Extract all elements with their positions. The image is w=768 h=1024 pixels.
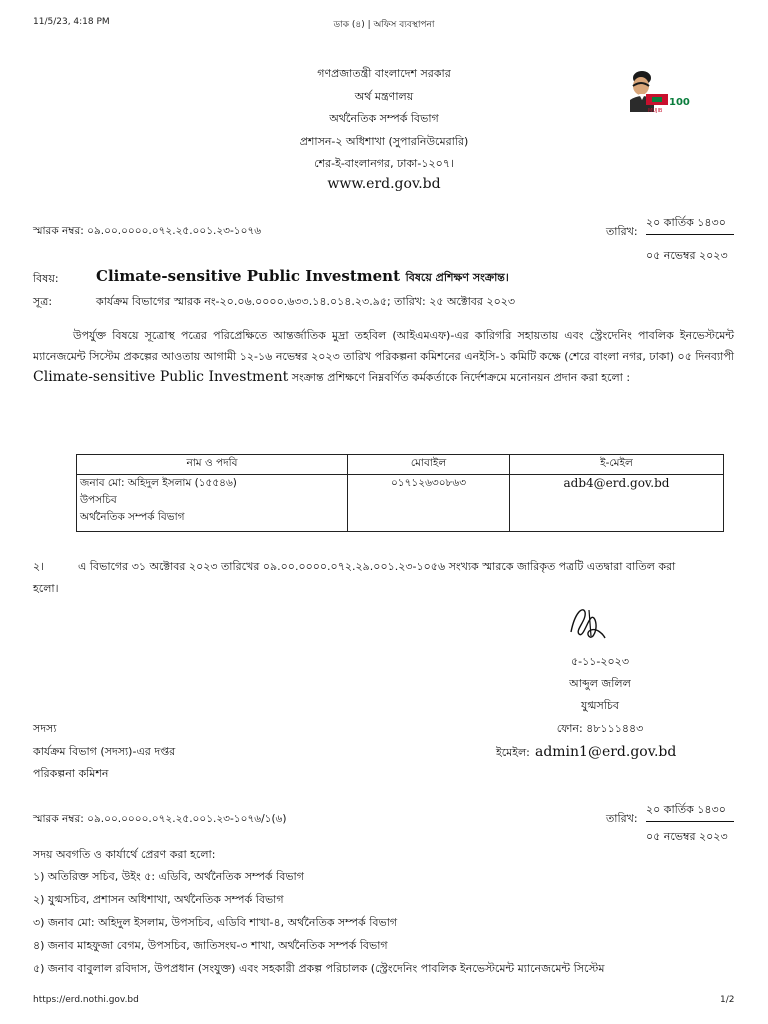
memo2-ref: স্মারক নম্বর: ০৯.০০.০০০০.০৭২.২৫.০০১.২৩-১০৭৬/১(৬) bbox=[33, 813, 287, 825]
letterhead-wing: প্রশাসন-২ অধিশাখা (সুপারনিউমেরারি) bbox=[299, 135, 469, 148]
nominee-name: জনাব মো: অহিদুল ইসলাম (১৫৫৪৬) bbox=[80, 477, 237, 489]
copy-list-item: ৩) জনাব মো: অহিদুল ইসলাম, উপসচিব, এডিবি শাখা-৪, অর্থনৈতিক সম্পর্ক বিভাগ bbox=[33, 916, 398, 929]
cell-mobile: ০১৭১২৬৩০৮৬৩ bbox=[348, 475, 510, 532]
para2-number: ২। bbox=[33, 560, 45, 573]
header-name: নাম ও পদবি bbox=[77, 455, 348, 475]
signatory-designation: যুগ্মসচিব bbox=[581, 699, 619, 712]
cell-name bbox=[77, 475, 348, 532]
mujib-100-logo bbox=[622, 64, 690, 114]
para2-line2: হলো। bbox=[33, 582, 59, 595]
letterhead-government: গণপ্রজাতন্ত্রী বাংলাদেশ সরকার bbox=[317, 67, 451, 80]
memo-date bbox=[646, 214, 734, 266]
memo2-date-english: ০৫ নভেম্বর ২০২৩ bbox=[646, 830, 728, 843]
memo2-date-label: তারিখ: bbox=[606, 812, 638, 825]
table-row bbox=[77, 475, 724, 532]
print-datetime: 11/5/23, 4:18 PM bbox=[33, 17, 110, 27]
signature-date: ৫-১১-২০২৩ bbox=[571, 655, 629, 668]
memo2-date-bangla: ২০ কার্তিক ১৪৩০ bbox=[646, 801, 734, 822]
recipient-organization: পরিকল্পনা কমিশন bbox=[33, 767, 109, 780]
letterhead-address: শের-ই-বাংলানগর, ঢাকা-১২০৭। bbox=[314, 157, 454, 170]
print-footer-url: https://erd.nothi.gov.bd bbox=[33, 995, 139, 1005]
subject-line: Climate-sensitive Public Investment বিষয়ে প্রশিক্ষণ সংক্রান্ত। bbox=[96, 267, 509, 285]
signatory-name: আব্দুল জলিল bbox=[569, 677, 631, 690]
cell-email: adb4@erd.gov.bd bbox=[510, 475, 724, 532]
svg-text:100: 100 bbox=[669, 97, 690, 108]
print-title: ডাক (৪) | অফিস ব্যবস্থাপনা bbox=[333, 20, 435, 30]
signature-image bbox=[565, 602, 609, 646]
nominee-table bbox=[76, 454, 724, 532]
letterhead-website: www.erd.gov.bd bbox=[327, 176, 441, 192]
header-mobile: মোবাইল bbox=[348, 455, 510, 475]
copy-list-item: ৪) জনাব মাহফুজা বেগম, উপসচিব, জাতিসংঘ-৩ শাখা, অর্থনৈতিক সম্পর্ক বিভাগ bbox=[33, 939, 388, 952]
nominee-designation: উপসচিব bbox=[80, 494, 117, 506]
subject-label: বিষয়: bbox=[33, 272, 59, 285]
memo-date-label: তারিখ: bbox=[606, 225, 638, 238]
memo-ref: স্মারক নম্বর: ০৯.০০.০০০০.০৭২.২৫.০০১.২৩-১০৭৬ bbox=[33, 225, 262, 237]
letterhead-ministry: অর্থ মন্ত্রণালয় bbox=[354, 90, 414, 103]
source-label: সূত্র: bbox=[33, 295, 53, 308]
print-footer-page: 1/2 bbox=[720, 995, 735, 1005]
signatory-phone: ফোন: ৪৮১১১৪৪৩ bbox=[556, 722, 644, 735]
header-email: ই-মেইল bbox=[510, 455, 724, 475]
body-paragraph-1: উপর্যুক্ত বিষয়ে সূত্রোস্থ পত্রের পরিপ্রেক্ষিতে আন্তর্জাতিক মুদ্রা তহবিল (আইএমএফ)-এর কারিগরি সহায়তায় এবং স্ট্রেংদেনিং পাবলিক ইনভেস্টমেন্ট ম্যানেজমেন্ট সিস্টেম প্রকল্পের আওতায় আগামী ১২-১৬ নভেম্বর ২০২৩ তারিখ পরিকল্পনা কমিশনের এনইসি-১ কমিটি কক্ষে (শেরে বাংলা নগর, ঢাকা) ০৫ দিনব্যাপী Climate-sensitive Public Investment সংক্রান্ত প্রশিক্ষণে নিম্নবর্ণিত কর্মকর্তাকে নির্দেশক্রমে মনোনয়ন প্রদান করা হলো : bbox=[33, 329, 734, 385]
source-text: কার্যক্রম বিভাগের স্মারক নং-২০.০৬.০০০০.৬৩৩.১৪.০১৪.২৩.৯৫; তারিখ: ২৫ অক্টোবর ২০২৩ bbox=[96, 295, 516, 308]
memo2-date bbox=[646, 801, 734, 847]
signatory-email: ইমেইল: admin1@erd.gov.bd bbox=[496, 744, 677, 760]
copy-list-item: ১) অতিরিক্ত সচিব, উইং ৫: এডিবি, অর্থনৈতিক সম্পর্ক বিভাগ bbox=[33, 870, 304, 883]
copy-list-item: ৫) জনাব বাবুলাল রবিদাস, উপপ্রধান (সংযুক্ত) এবং সহকারী প্রকল্প পরিচালক (স্ট্রেংদেনিং পাবলিক ইনভেস্টমেন্ট ম্যানেজমেন্ট সিস্টেম bbox=[33, 962, 605, 975]
table-header-row bbox=[77, 455, 724, 475]
copy-list-item: ২) যুগ্মসচিব, প্রশাসন অধিশাখা, অর্থনৈতিক সম্পর্ক বিভাগ bbox=[33, 893, 284, 906]
letterhead-division: অর্থনৈতিক সম্পর্ক বিভাগ bbox=[329, 112, 439, 125]
copy-list-heading: সদয় অবগতি ও কার্যার্থে প্রেরণ করা হলো: bbox=[33, 848, 216, 861]
recipient-title: সদস্য bbox=[33, 722, 57, 735]
memo-date-bangla: ২০ কার্তিক ১৪৩০ bbox=[646, 214, 734, 235]
svg-text:MUJIB: MUJIB bbox=[648, 108, 663, 114]
memo-date-english: ০৫ নভেম্বর ২০২৩ bbox=[646, 249, 728, 262]
recipient-office: কার্যক্রম বিভাগ (সদস্য)-এর দপ্তর bbox=[33, 745, 176, 758]
para2-line1: এ বিভাগের ৩১ অক্টোবর ২০২৩ তারিখের ০৯.০০.০০০০.০৭২.২৯.০০১.২৩-১০৫৬ সংখ্যক স্মারকে জারিকৃত পত্রটি এতদ্বারা বাতিল করা bbox=[78, 560, 676, 573]
nominee-department: অর্থনৈতিক সম্পর্ক বিভাগ bbox=[80, 511, 185, 523]
